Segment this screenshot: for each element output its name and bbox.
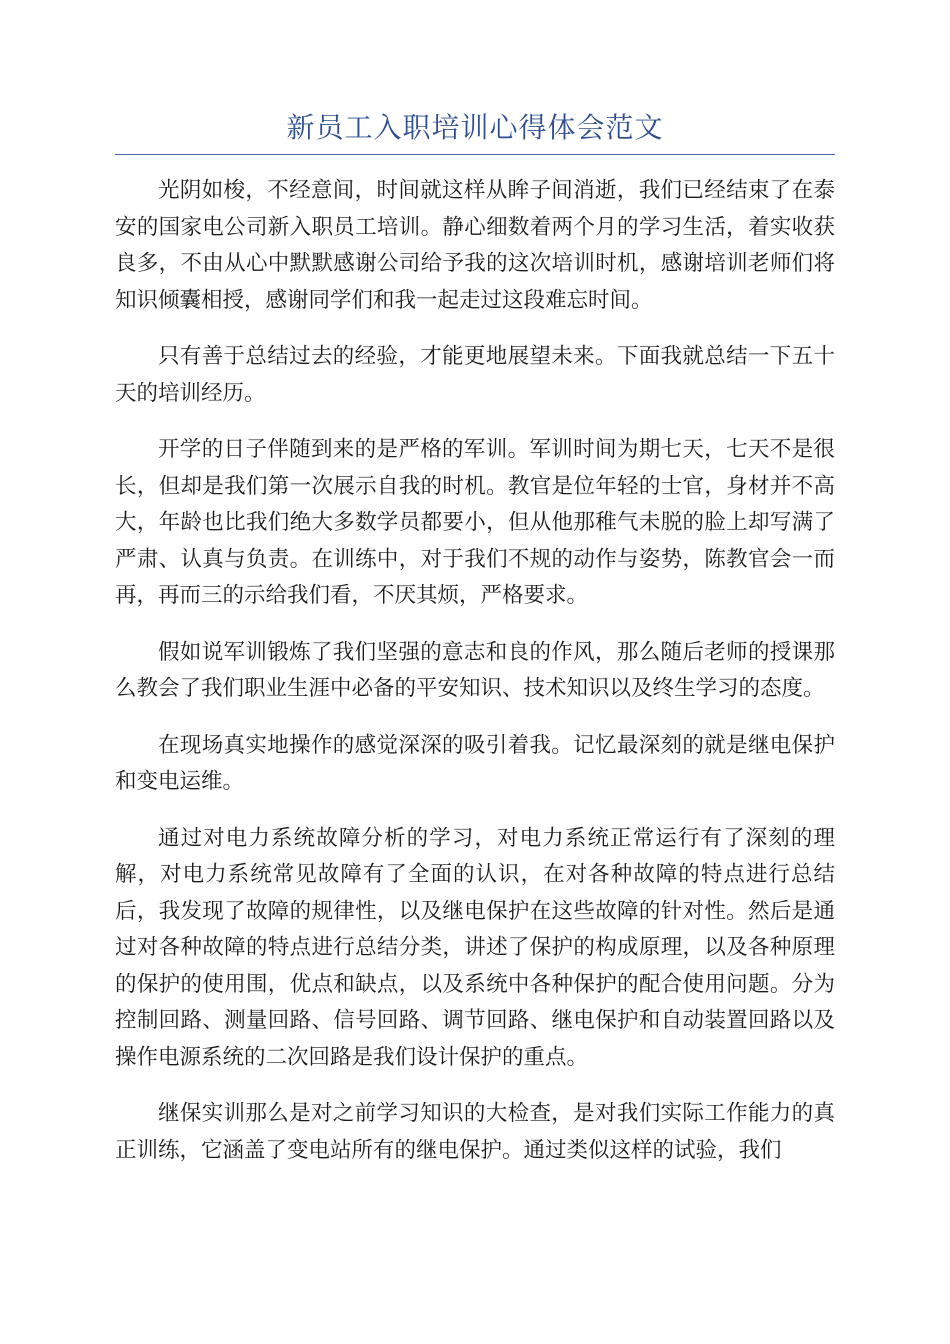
paragraph: 通过对电力系统故障分析的学习，对电力系统正常运行有了深刻的理解，对电力系统常见故障有了全面的认识，在对各种故障的特点进行总结后，我发现了故障的规律性，以及继电保护在这些故障的针对性。然后是通过对各种故障的特点进行总结分类，讲述了保护的构成原理，以及各种原理的保护的使用围，优点和缺点，以及系统中各种保护的配合使用问题。分为控制回路、测量回路、信号回路、调节回路、继电保护和自动装置回路以及操作电源系统的二次回路是我们设计保护的重点。 — [115, 825, 835, 1070]
paragraph: 继保实训那么是对之前学习知识的大检查，是对我们实际工作能力的真正训练，它涵盖了变电站所有的继电保护。通过类似这样的试验，我们 — [115, 1101, 835, 1163]
document-page — [115, 108, 835, 1189]
paragraph: 假如说军训锻炼了我们坚强的意志和良的作风，那么随后老师的授课那么教会了我们职业生涯中必备的平安知识、技术知识以及终生学习的态度。 — [115, 639, 835, 701]
title-underline — [115, 154, 835, 155]
document-title: 新员工入职培训心得体会范文 — [286, 111, 664, 144]
paragraph: 光阴如梭，不经意间，时间就这样从眸子间消逝，我们已经结束了在泰安的国家电公司新入职员工培训。静心细数着两个月的学习生活，着实收获良多，不由从心中默默感谢公司给予我的这次培训时机，感谢培训老师们将知识倾囊相授，感谢同学们和我一起走过这段难忘时间。 — [115, 178, 835, 313]
paragraph: 在现场真实地操作的感觉深深的吸引着我。记忆最深刻的就是继电保护和变电运维。 — [115, 732, 835, 794]
paragraph: 开学的日子伴随到来的是严格的军训。军训时间为期七天，七天不是很长，但却是我们第一次展示自我的时机。教官是位年轻的士官，身材并不高大，年龄也比我们绝大多数学员都要小，但从他那稚气未脱的脸上却写满了严肃、认真与负责。在训练中，对于我们不规的动作与姿势，陈教官会一而再，再而三的示给我们看，不厌其烦，严格要求。 — [115, 437, 835, 608]
paragraph: 只有善于总结过去的经验，才能更地展望未来。下面我就总结一下五十天的培训经历。 — [115, 344, 835, 406]
